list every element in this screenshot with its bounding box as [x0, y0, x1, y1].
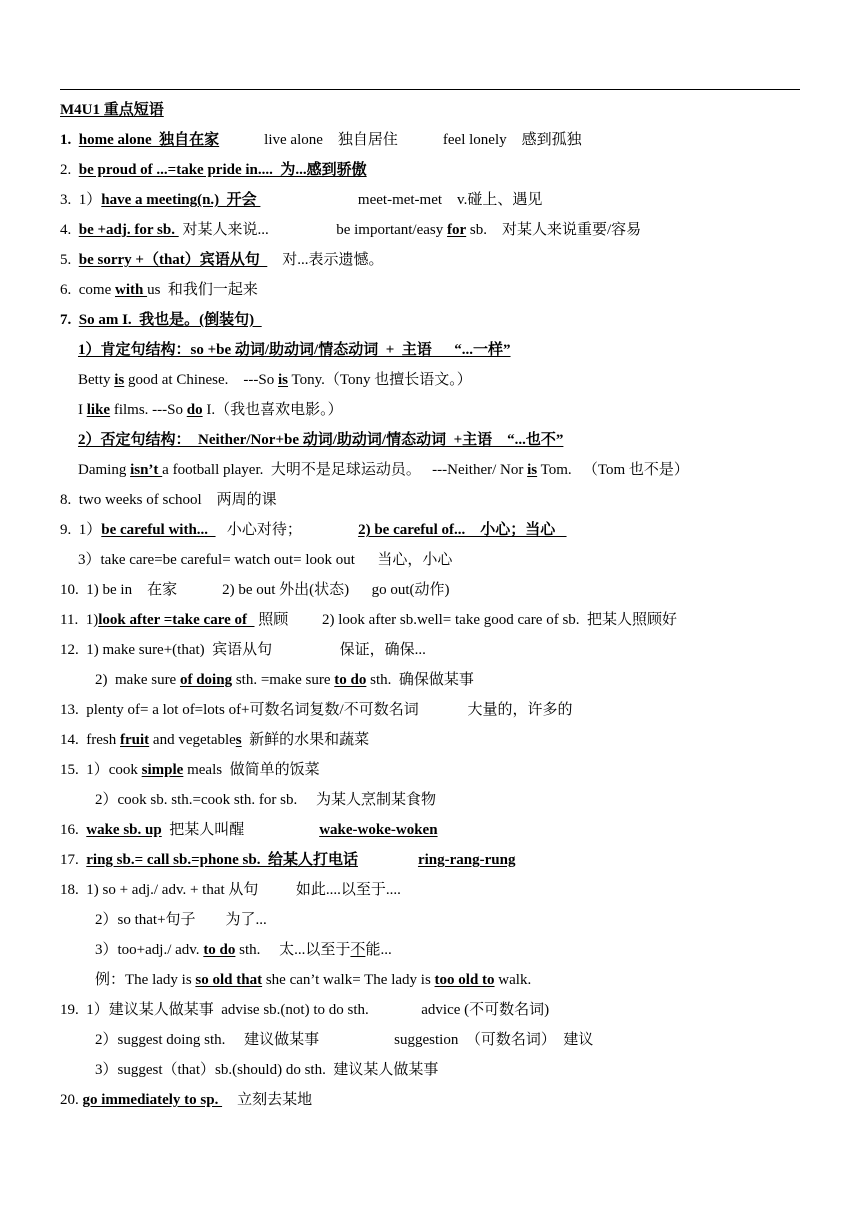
key-phrase: wake-woke-woken: [319, 822, 438, 838]
text-segment: Tony.（Tony 也擅长语文。）: [288, 372, 472, 388]
text-segment: 20.: [60, 1092, 83, 1108]
text-segment: 能...: [365, 942, 392, 958]
text-segment: 12. 1) make sure+(that) 宾语从句 保证，确保...: [60, 642, 426, 658]
phrase-line: [95, 1030, 593, 1050]
phrase-line: [60, 850, 515, 870]
text-segment: 10. 1) be in 在家 2) be out 外出(状态) go out(动作): [60, 582, 450, 598]
key-phrase: simple: [141, 762, 184, 778]
text-segment: and vegetable: [149, 732, 236, 748]
text-segment: [358, 852, 418, 868]
key-phrase: be sorry +（that）宾语从句: [78, 252, 268, 268]
phrase-line: [95, 1060, 438, 1080]
phrase-line: [60, 760, 320, 780]
text-segment: Daming: [78, 462, 131, 478]
phrase-line: [60, 700, 572, 720]
text-segment: she can’t walk= The lady is: [262, 972, 435, 988]
key-phrase: is: [278, 372, 289, 388]
phrase-line: [60, 1000, 549, 1020]
key-phrase: wake sb. up: [86, 822, 162, 838]
text-segment: 1.: [60, 132, 79, 148]
key-phrase: for: [447, 222, 467, 238]
text-segment: live alone 独自居住 feel lonely 感到孤独: [219, 132, 582, 148]
phrase-line: [95, 670, 474, 690]
key-phrase: have a meeting(n.) 开会: [101, 192, 261, 208]
text-segment: 15. 1）cook: [60, 762, 142, 778]
key-phrase: to do: [334, 672, 367, 688]
document-title: [60, 100, 164, 120]
text-segment: Betty: [78, 372, 115, 388]
key-phrase: M4U1 重点短语: [60, 102, 164, 118]
text-segment: 3. 1）: [60, 192, 102, 208]
key-phrase: so old that: [195, 972, 263, 988]
text-segment: good at Chinese. ---So: [124, 372, 278, 388]
text-segment: 11. 1): [60, 612, 99, 628]
key-phrase: to do: [203, 942, 236, 958]
key-phrase: ring sb.= call sb.=phone sb. 给某人打电话: [86, 852, 358, 868]
text-segment: meet-met-met v.碰上、遇见: [260, 192, 543, 208]
key-phrase: of doing: [179, 672, 233, 688]
key-phrase: go immediately to sp.: [82, 1092, 223, 1108]
phrase-line: [78, 460, 689, 480]
phrase-line: [60, 730, 369, 750]
phrase-line: [78, 550, 452, 570]
phrase-line: [60, 580, 450, 600]
phrase-line: [60, 610, 677, 630]
key-phrase: home alone 独自在家: [78, 132, 220, 148]
key-phrase: 2）否定句结构： Neither/Nor+be 动词/助动词/情态动词 +主语 “...也不”: [78, 432, 564, 448]
key-phrase: do: [186, 402, 203, 418]
text-segment: 例：The lady is: [95, 972, 196, 988]
text-segment: us 和我们一起来: [147, 282, 258, 298]
phrase-line: [60, 250, 384, 270]
text-segment: sb. 对某人来说重要/容易: [466, 222, 642, 238]
phrase-line: [60, 220, 641, 240]
text-segment: walk.: [494, 972, 532, 988]
key-phrase: with: [114, 282, 148, 298]
text-segment: 19. 1）建议某人做某事 advise sb.(not) to do sth. advice (不可数名词): [60, 1002, 550, 1018]
key-phrase: like: [86, 402, 111, 418]
text-segment: I.（我也喜欢电影。）: [202, 402, 343, 418]
text-segment: 17.: [60, 852, 87, 868]
text-segment: 18. 1) so + adj./ adv. + that 从句 如此....以至于....: [60, 882, 401, 898]
key-phrase: s: [235, 732, 242, 748]
phrase-line: [60, 130, 582, 150]
key-phrase: So am I. 我也是。(倒装句): [78, 312, 262, 328]
text-segment: sth. 确保做某事: [366, 672, 474, 688]
text-segment: 把某人叫醒: [161, 822, 320, 838]
text-segment: 对某人来说... be important/easy: [178, 222, 448, 238]
text-segment: 9. 1）: [60, 522, 102, 538]
phrase-line: [60, 1090, 312, 1110]
key-phrase: be careful with...: [101, 522, 216, 538]
phrase-line: [78, 370, 472, 390]
phrase-line: [95, 940, 392, 960]
text-segment: I: [78, 402, 87, 418]
text-segment: Tom. （Tom 也不是）: [537, 462, 689, 478]
text-segment: 2）cook sb. sth.=cook sth. for sb. 为某人烹制某食物: [95, 792, 436, 808]
text-segment: sth. =make sure: [232, 672, 335, 688]
text-segment: 3）suggest（that）sb.(should) do sth. 建议某人做某事: [95, 1062, 439, 1078]
text-segment: 4.: [60, 222, 79, 238]
key-phrase: ring-rang-rung: [417, 852, 516, 868]
text-segment: 照顾 2) look after sb.well= take good care of sb. 把某人照顾好: [254, 612, 678, 628]
text-segment: sth. 太...以至于: [235, 942, 351, 958]
key-phrase: be proud of ...=take pride in.... 为...感到骄傲: [78, 162, 367, 178]
phrase-line: [60, 820, 438, 840]
phrase-line: [60, 310, 262, 330]
text-segment: 2）suggest doing sth. 建议做某事 suggestion （可数名词） 建议: [95, 1032, 594, 1048]
key-phrase: be +adj. for sb.: [78, 222, 179, 238]
text-segment: 3）take care=be careful= watch out= look out 当心，小心: [78, 552, 453, 568]
key-phrase: too old to: [434, 972, 495, 988]
phrase-line: [95, 910, 267, 930]
key-phrase: is: [527, 462, 538, 478]
text-segment: 新鲜的水果和蔬菜: [241, 732, 370, 748]
key-phrase: 1）肯定句结构：so +be 动词/助动词/情态动词 + 主语 “...一样”: [78, 342, 511, 358]
text-segment: a football player. 大明不是足球运动员。 ---Neither/ Nor: [162, 462, 528, 478]
text-segment: 2.: [60, 162, 79, 178]
text-segment: 8. two weeks of school 两周的课: [60, 492, 277, 508]
text-segment: 对...表示遗憾。: [267, 252, 384, 268]
phrase-line: [60, 520, 567, 540]
phrase-line: [60, 190, 542, 210]
phrase-line: [95, 970, 531, 990]
text-segment: 16.: [60, 822, 87, 838]
text-segment: 小心对待；: [215, 522, 359, 538]
header-rule: [60, 89, 800, 90]
text-segment: 6. come: [60, 282, 115, 298]
phrase-line: [95, 790, 436, 810]
key-phrase: isn’t: [130, 462, 163, 478]
text-segment: 5.: [60, 252, 79, 268]
text-segment: 7.: [60, 312, 79, 328]
phrase-line: [60, 280, 258, 300]
key-phrase: 2) be careful of... 小心；当心: [358, 522, 567, 538]
phrase-line: [78, 340, 511, 360]
phrase-line: [78, 430, 563, 450]
phrase-line: [60, 880, 401, 900]
text-segment: meals 做简单的饭菜: [183, 762, 320, 778]
text-segment: 2）so that+句子 为了...: [95, 912, 267, 928]
text-segment: 14. fresh: [60, 732, 120, 748]
phrase-line: [60, 160, 367, 180]
text-segment: 2) make sure: [95, 672, 180, 688]
key-phrase: 不: [350, 942, 366, 958]
text-segment: films. ---So: [110, 402, 187, 418]
phrase-line: [60, 640, 426, 660]
text-segment: 13. plenty of= a lot of=lots of+可数名词复数/不可数名词 大量的，许多的: [60, 702, 573, 718]
key-phrase: look after =take care of: [98, 612, 255, 628]
phrase-line: [78, 400, 343, 420]
key-phrase: fruit: [120, 732, 150, 748]
phrase-line: [60, 490, 277, 510]
text-segment: 立刻去某地: [222, 1092, 313, 1108]
text-segment: 3）too+adj./ adv.: [95, 942, 204, 958]
key-phrase: is: [114, 372, 125, 388]
